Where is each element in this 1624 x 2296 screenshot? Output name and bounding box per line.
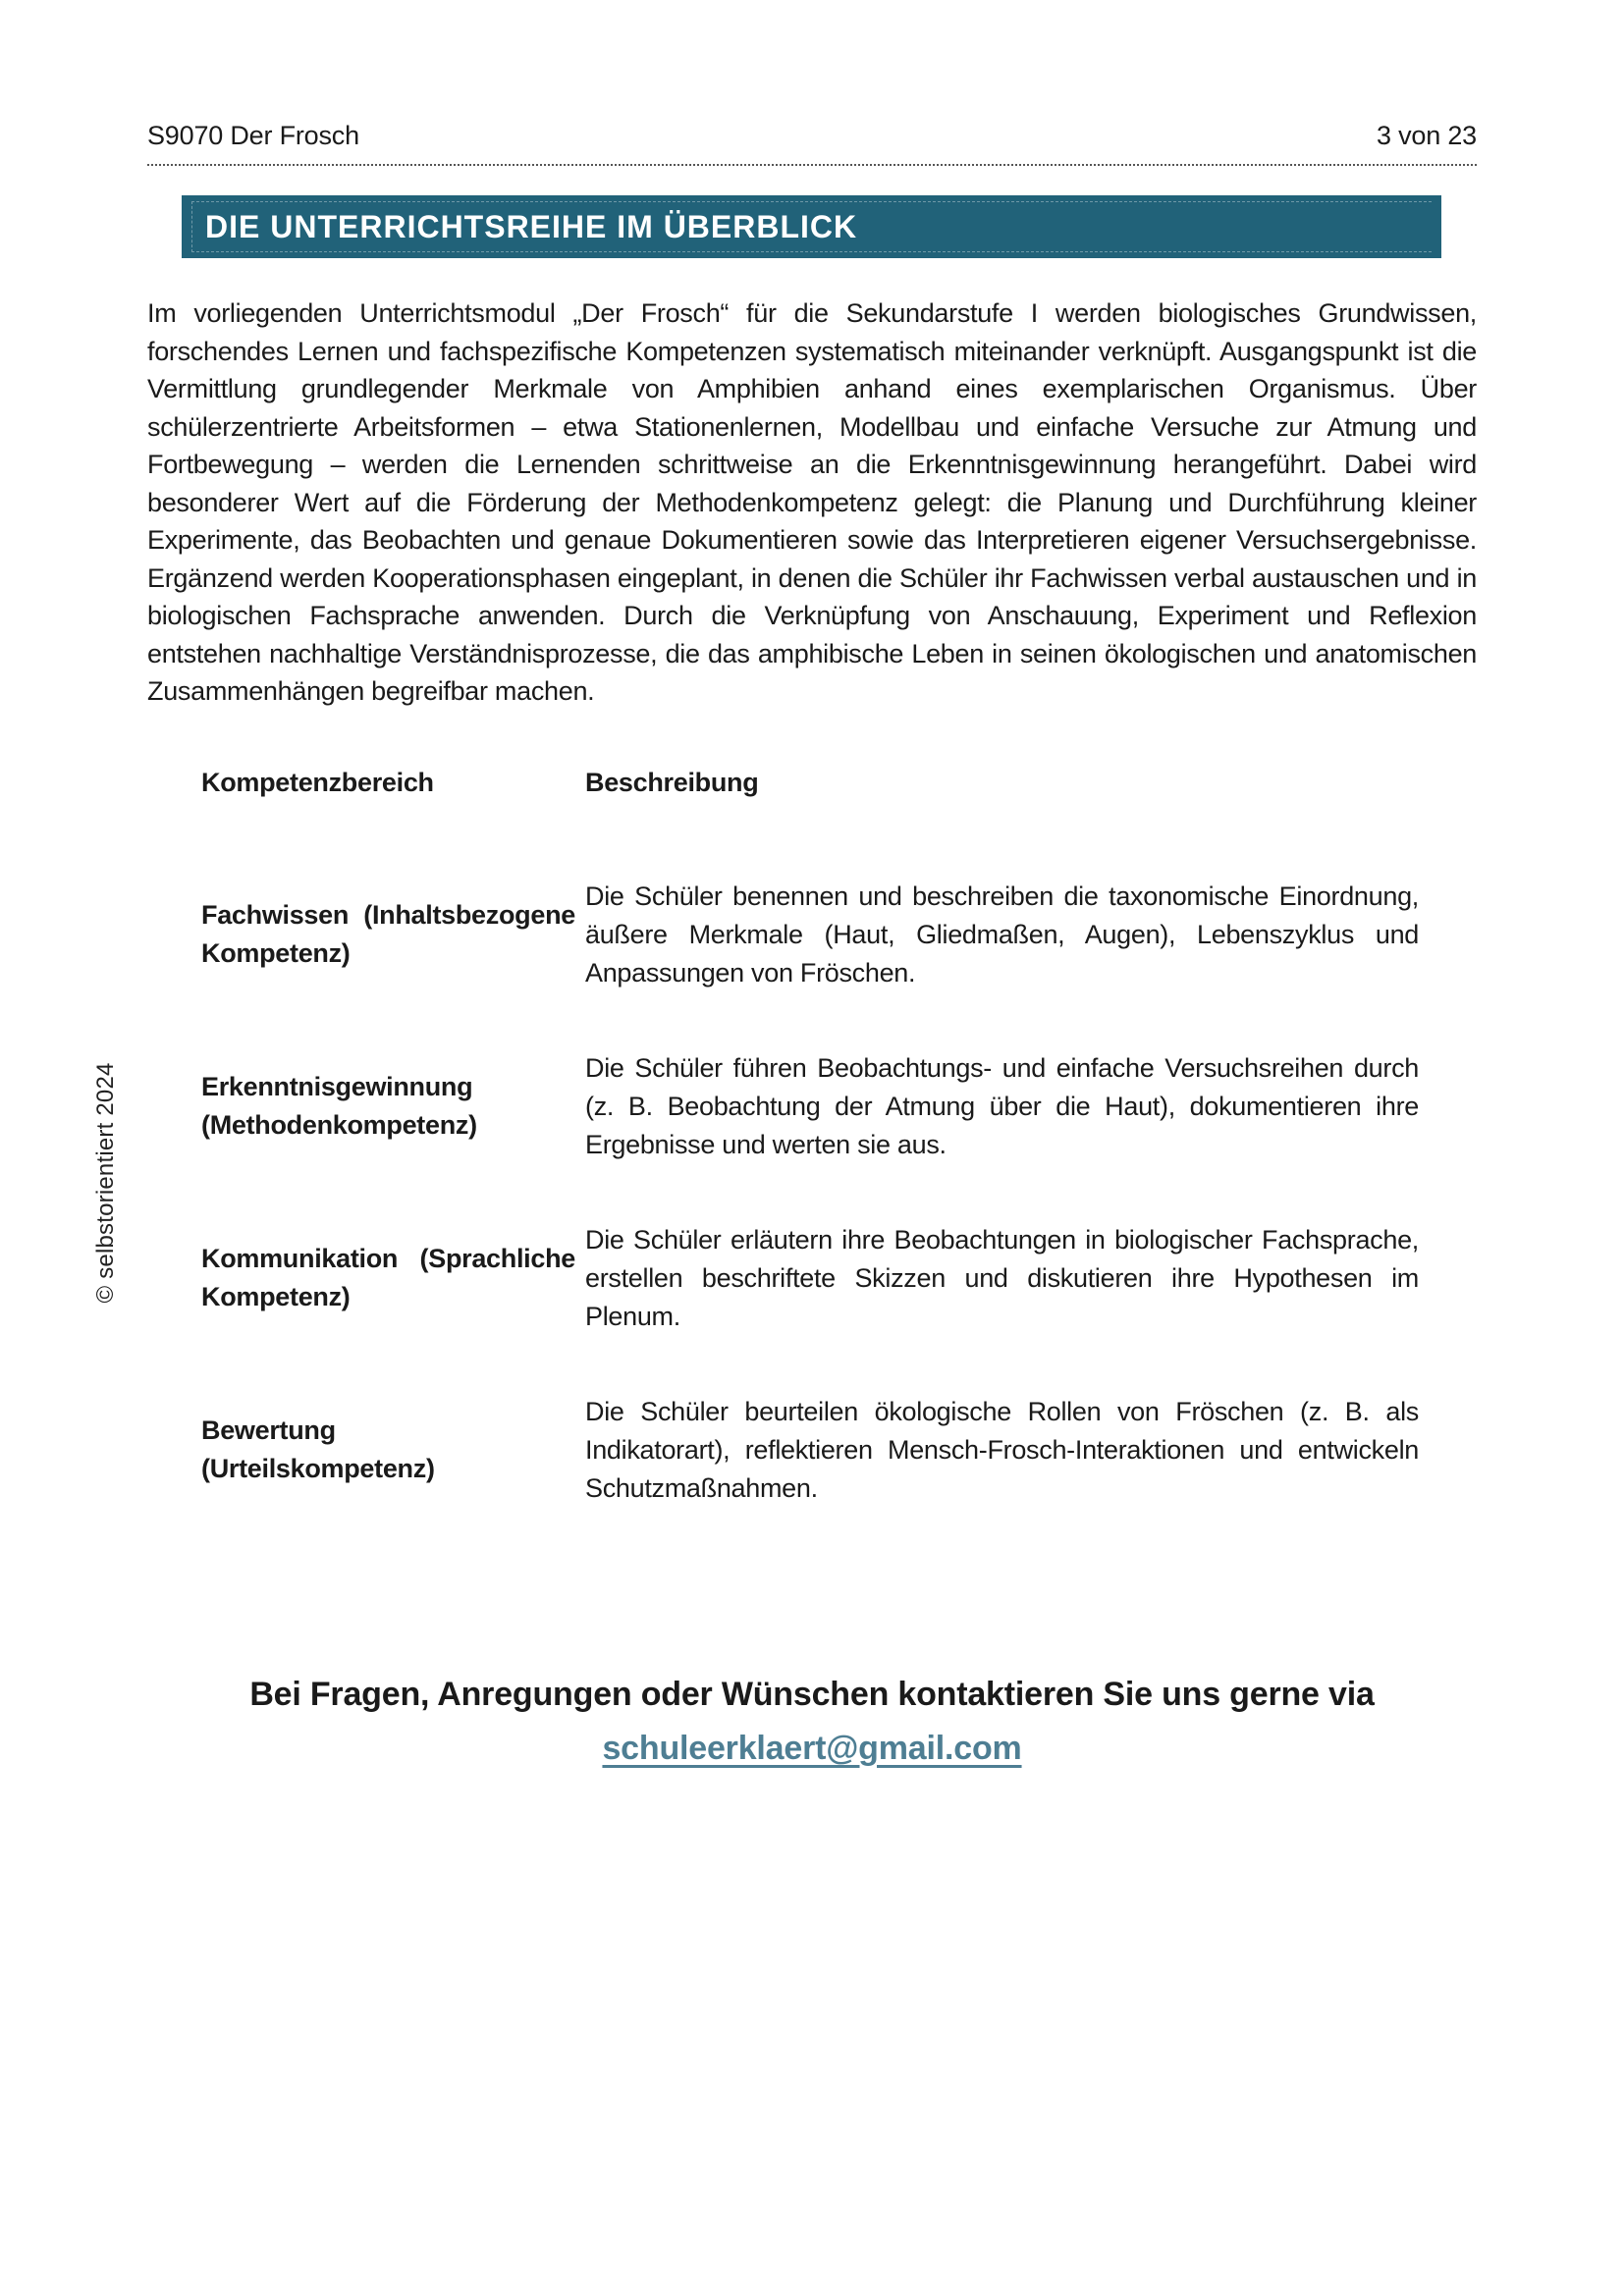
contact-email-link[interactable]: schuleerklaert@gmail.com	[602, 1729, 1022, 1767]
table-row-erkenntnisgewinnung	[201, 1021, 1419, 1193]
contact-section	[0, 1676, 1624, 1768]
competence-area-fachwissen: Fachwissen (Inhaltsbezogene Kompetenz)	[201, 900, 575, 968]
competence-description-fachwissen: Die Schüler benennen und beschreiben die taxonomische Einordnung, äußere Merkmale (Haut, Gliedmaßen, Augen), Lebenszyklus und Anpassungen von Fröschen.	[585, 881, 1419, 988]
header-page-number: 3 von 23	[1377, 121, 1477, 150]
column-header-kompetenzbereich: Kompetenzbereich	[201, 767, 434, 797]
table-row-fachwissen	[201, 849, 1419, 1021]
competence-description-bewertung: Die Schüler beurteilen ökologische Rollen von Fröschen (z. B. als Indikatorart), reflektieren Mensch-Frosch-Interaktionen und entwickeln Schutzmaßnahmen.	[585, 1396, 1419, 1503]
competence-table	[201, 768, 1419, 1536]
competence-area-kommunikation: Kommunikation (Sprachliche Kompetenz)	[201, 1244, 575, 1311]
contact-text: Bei Fragen, Anregungen oder Wünschen kontaktieren Sie uns gerne via	[249, 1675, 1375, 1713]
competence-description-kommunikation: Die Schüler erläutern ihre Beobachtungen in biologischer Fachsprache, erstellen beschriftete Skizzen und diskutieren ihre Hypothesen im Plenum.	[585, 1224, 1419, 1331]
column-header-beschreibung: Beschreibung	[585, 767, 759, 797]
competence-description-erkenntnisgewinnung: Die Schüler führen Beobachtungs- und einfache Versuchsreihen durch (z. B. Beobachtung der Atmung über die Haut), dokumentieren ihre Ergebnisse und werten sie aus.	[585, 1052, 1419, 1159]
section-title-banner	[182, 195, 1441, 258]
copyright-note: © selbstorientiert 2024	[92, 1062, 119, 1304]
section-title: DIE UNTERRICHTSREIHE IM ÜBERBLICK	[205, 208, 858, 244]
table-header-row	[201, 768, 1419, 849]
table-row-bewertung	[201, 1364, 1419, 1536]
competence-area-erkenntnisgewinnung: Erkenntnisgewinnung (Methodenkompetenz)	[201, 1072, 477, 1140]
competence-area-bewertung: Bewertung (Urteilskompetenz)	[201, 1415, 435, 1483]
header-doc-code: S9070 Der Frosch	[147, 121, 359, 150]
table-row-kommunikation	[201, 1193, 1419, 1364]
page-header	[147, 0, 1477, 166]
intro-paragraph: Im vorliegenden Unterrichtsmodul „Der Frosch“ für die Sekundarstufe I werden biologisches Grundwissen, forschendes Lernen und fachspezifische Kompetenzen systematisch miteinander verknüpft. Ausgangspunkt ist die Vermittlung grundlegender Merkmale von Amphibien anhand eines exemplarischen Organismus. Über schülerzentrierte Arbeitsformen – etwa Stationenlernen, Modellbau und einfache Versuche zur Atmung und Fortbewegung – werden die Lernenden schrittweise an die Erkenntnisgewinnung herangeführt. Dabei wird besonderer Wert auf die Förderung der Methodenkompetenz gelegt: die Planung und Durchführung kleiner Experimente, das Beobachten und genaue Dokumentieren sowie das Interpretieren eigener Versuchsergebnisse. Ergänzend werden Kooperationsphasen eingeplant, in denen die Schüler ihr Fachwissen verbal austauschen und in biologischen Fachsprache anwenden. Durch die Verknüpfung von Anschauung, Experiment und Reflexion entstehen nachhaltige Verständnisprozesse, die das amphibische Leben in seinen ökologischen und anatomischen Zusammenhängen begreifbar machen.	[147, 298, 1477, 706]
